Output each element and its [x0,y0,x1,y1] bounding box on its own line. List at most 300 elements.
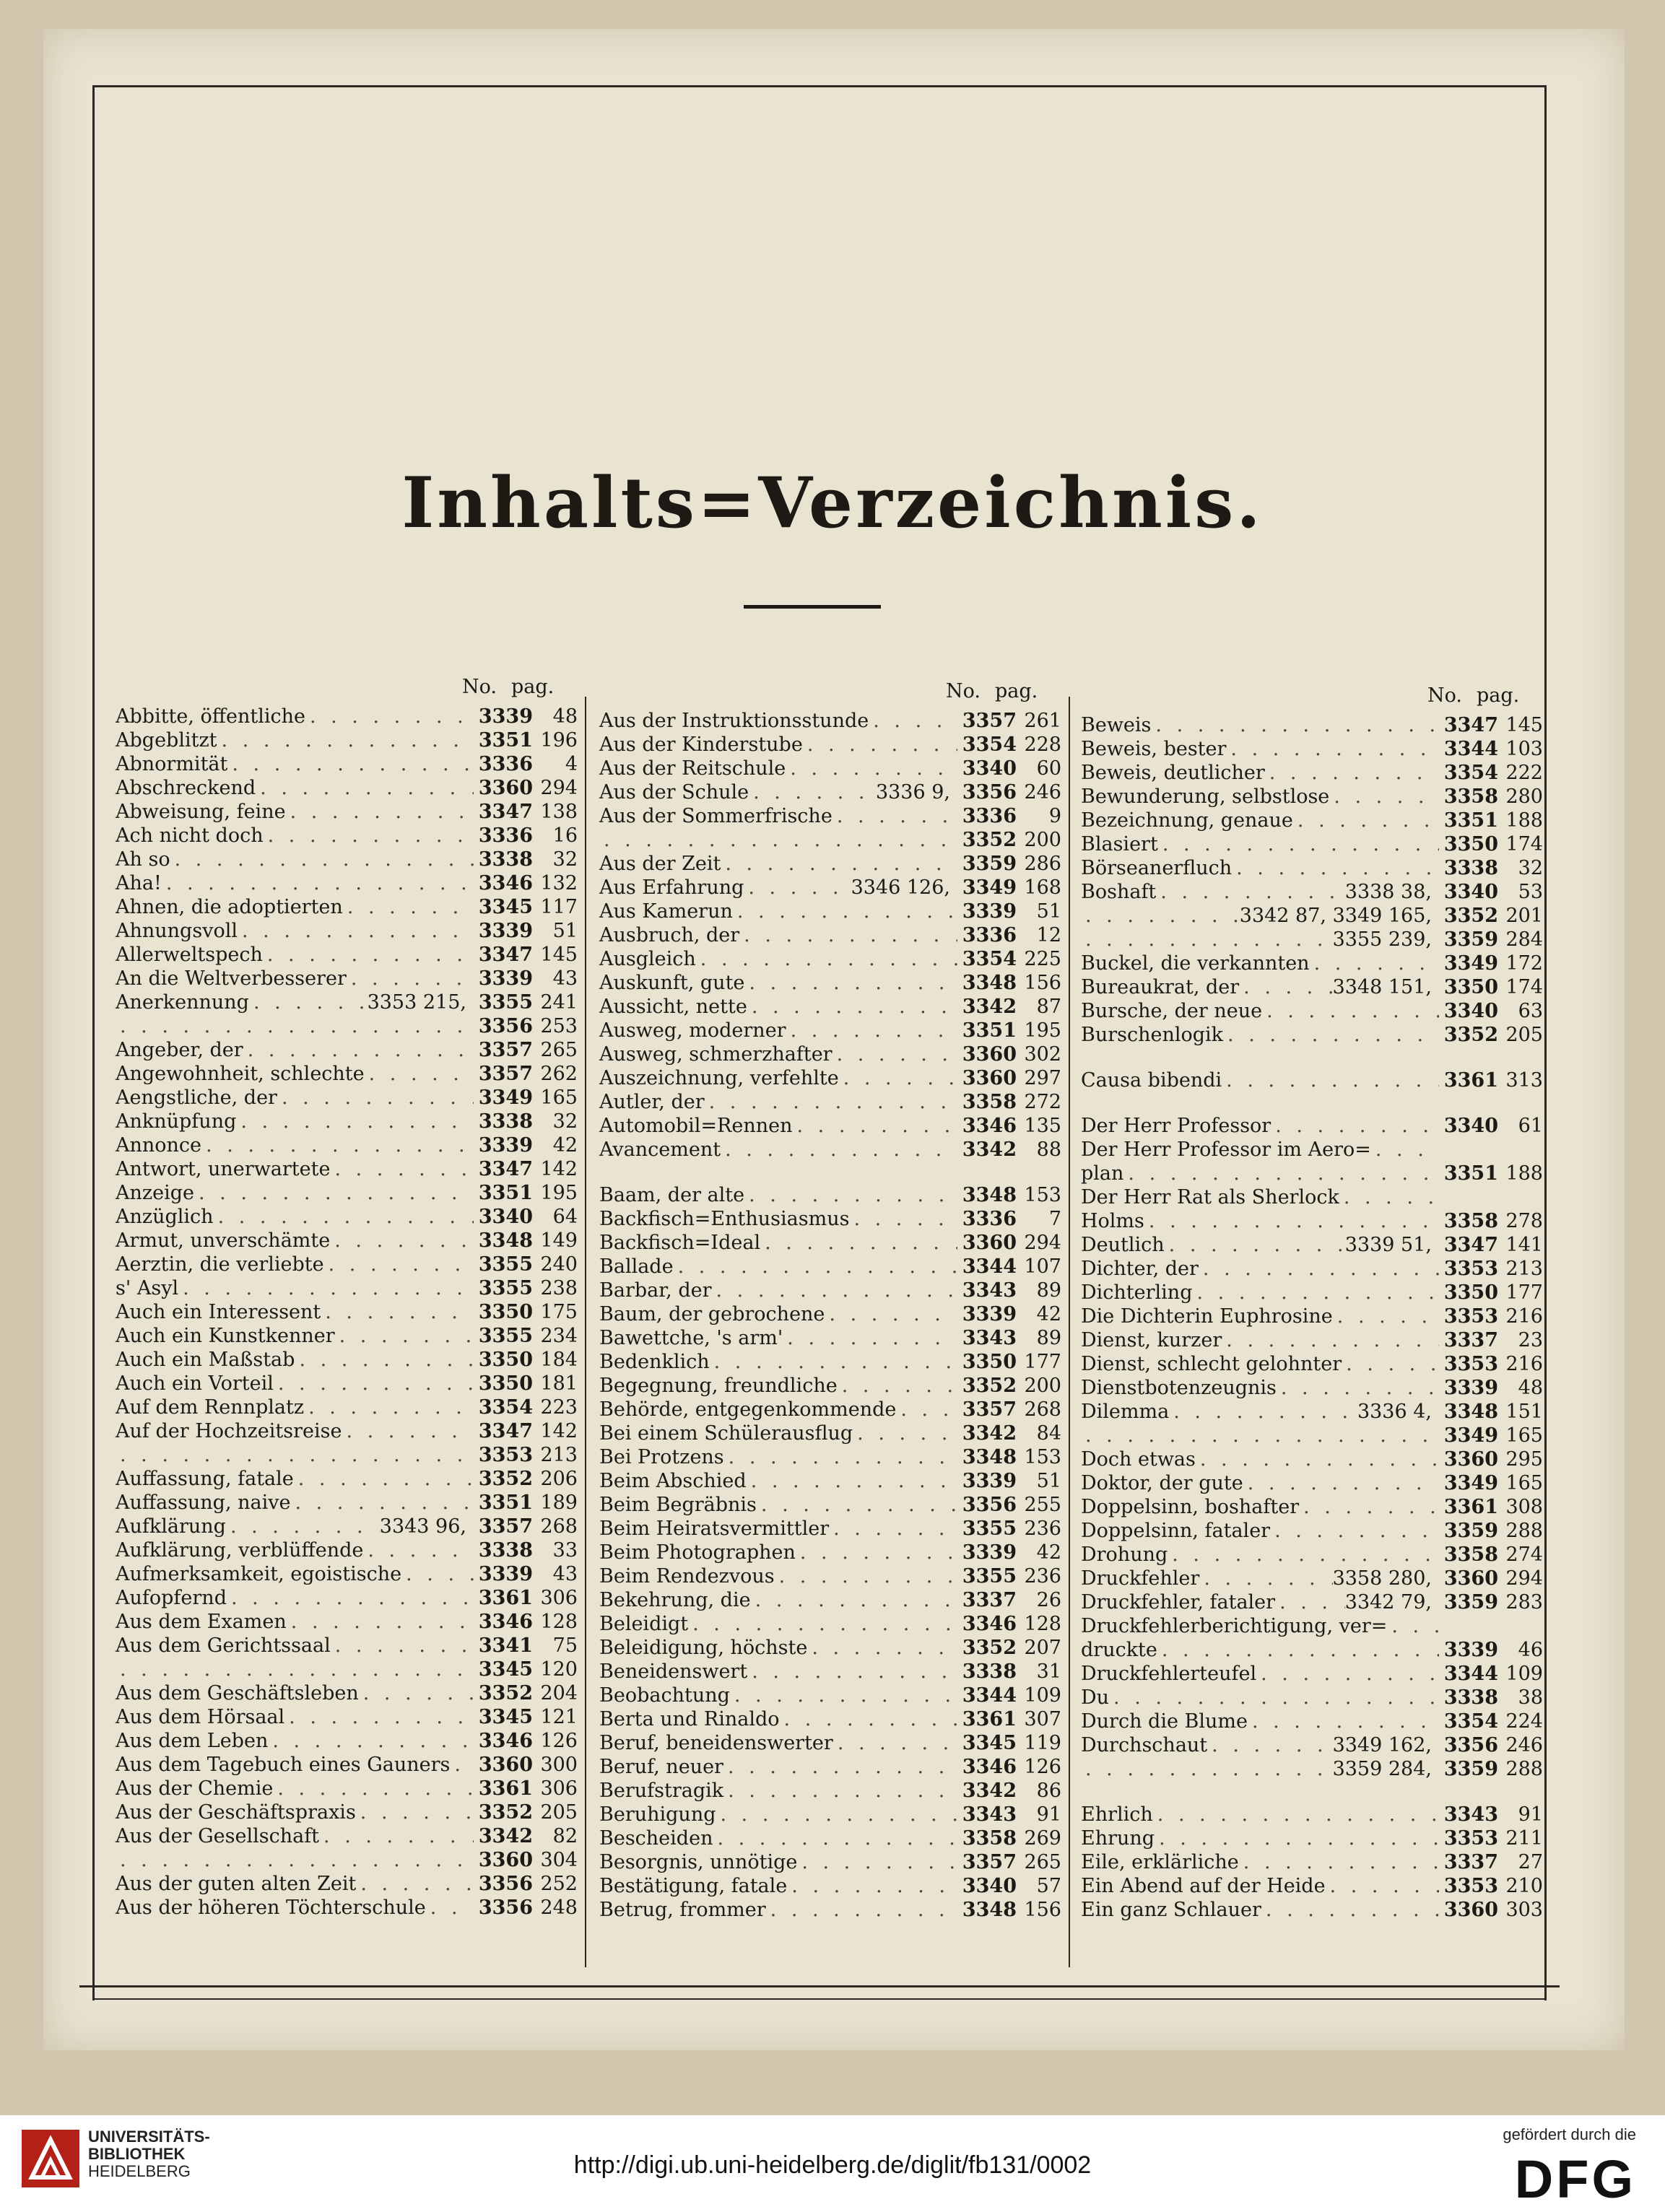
page-number: 283 [1505,1591,1543,1614]
index-entry [599,1207,1061,1231]
column-header [1081,671,1543,713]
issue-number: 3343 [962,1327,1017,1349]
issue-number: 3357 [962,1398,1017,1421]
dot-leader [1081,928,1333,952]
index-entry [116,1753,578,1777]
page-number: 268 [1024,1398,1061,1421]
entry-title: Doppelsinn, fataler [1081,1520,1271,1542]
page-number: 119 [1024,1732,1061,1754]
index-entry [599,1042,1061,1066]
page-number: 188 [1505,809,1543,832]
header-no: No. [462,676,497,698]
page-number: 195 [540,1182,578,1204]
page-number: 117 [540,896,578,918]
entry-title: Auch ein Kunstkenner [116,1325,335,1347]
index-entry [599,1445,1061,1469]
issue-number: 3346 [962,1115,1017,1137]
index-entry [599,1279,1061,1302]
issue-number: 3346 [478,872,533,894]
entry-title: Aus der guten alten Zeit [116,1873,357,1895]
page-number: 207 [1024,1637,1061,1659]
index-entry [116,1634,578,1658]
issue-number: 3339 [962,1541,1017,1564]
dot-leader [1310,952,1439,975]
entry-title: Allerweltspech [116,944,263,966]
dot-leader [194,1181,474,1205]
entry-title: Ein Abend auf der Heide [1081,1875,1326,1897]
entry-title: Aus der Zeit [599,853,721,875]
index-entry [116,1848,578,1872]
issue-number: 3361 [962,1708,1017,1730]
index-entry [1081,1898,1543,1922]
index-entry [1081,1068,1543,1092]
issue-number: 3350 [1443,1281,1498,1304]
page-number: 43 [552,1563,578,1585]
page-number: 89 [1036,1279,1061,1302]
dot-leader [723,1755,957,1779]
page-number: 177 [1505,1281,1543,1304]
page-number: 213 [1505,1258,1543,1280]
issue-number: 3359 [1443,1591,1498,1614]
page-number: 145 [540,944,578,966]
dot-leader [356,1872,474,1896]
entry-title: Angewohnheit, schlechte [116,1063,365,1085]
university-name-line: UNIVERSITÄTS- [88,2128,210,2146]
page-number: 307 [1024,1708,1061,1730]
page-number: 87 [1036,996,1061,1018]
dot-leader [839,1066,957,1090]
dot-leader [775,1564,957,1588]
dot-leader [832,804,957,828]
page-number: 107 [1024,1255,1061,1278]
index-entry [599,780,1061,804]
entry-title: Backfisch=Enthusiasmus [599,1208,850,1230]
issue-number: 3339 [478,920,533,942]
issue-number: 3338 [478,1110,533,1133]
page-number: 280 [1505,785,1543,808]
page-number: 141 [1505,1234,1543,1256]
dot-leader [1158,832,1439,856]
issue-number: 3348 [1443,1401,1498,1423]
entry-title: Aus der Gesellschaft [116,1825,320,1847]
page-number: 142 [540,1158,578,1180]
issue-number: 3361 [478,1777,533,1800]
dot-leader [739,923,957,947]
entry-title: Aus der Geschäftspraxis [116,1801,356,1824]
entry-title: Bei Protzens [599,1446,724,1468]
issue-number: 3353 [1443,1305,1498,1328]
page-number: 86 [1036,1780,1061,1802]
page-number: 252 [540,1873,578,1895]
dot-leader [599,828,957,852]
entry-title: Begegnung, freundliche [599,1375,838,1397]
issue-number: 3356 [962,781,1017,804]
dot-leader [896,1398,957,1421]
entry-title: Deutlich [1081,1234,1165,1256]
index-entry [1081,1662,1543,1686]
index-entry [116,1205,578,1229]
issue-number: 3351 [478,1492,533,1514]
issue-number: 3360 [962,1067,1017,1089]
issue-number: 3355 [478,1325,533,1347]
dot-leader [792,1114,957,1138]
dot-leader [723,1779,957,1803]
page-number: 205 [540,1801,578,1824]
index-entry [116,1419,578,1443]
entry-title: Bei einem Schülerausflug [599,1422,853,1445]
issue-number: 3347 [478,944,533,966]
page-number: 308 [1505,1496,1543,1518]
index-entry [1081,1114,1543,1138]
page-number: 286 [1024,853,1061,875]
index-entry [1081,999,1543,1023]
index-entry [1081,1757,1543,1781]
index-entry [116,1562,578,1586]
index-entry [599,1231,1061,1255]
index-entry [1081,1638,1543,1662]
issue-number: 3356 [1443,1734,1498,1756]
index-entry [116,1681,578,1705]
dot-leader [787,1874,957,1898]
page-number: 88 [1036,1138,1061,1161]
page-number: 184 [540,1349,578,1371]
issue-number: 3340 [962,757,1017,780]
page-number: 265 [540,1039,578,1061]
issue-number: 3342 [962,1422,1017,1445]
entry-title: Der Herr Rat als Sherlock [1081,1186,1339,1209]
issue-number: 3336 [962,924,1017,946]
page-number: 48 [1518,1377,1543,1399]
index-entry [116,1229,578,1253]
index-entry [116,1276,578,1300]
dot-leader [747,1660,957,1684]
page-number: 246 [1024,781,1061,804]
index-entry [1081,1826,1543,1850]
index-entry [599,733,1061,757]
dot-leader [833,1731,957,1755]
index-column-1 [116,671,578,1920]
issue-number: 3350 [962,1351,1017,1373]
index-entry [599,1469,1061,1493]
entry-title: Aengstliche, der [116,1087,277,1109]
issue-number: 3360 [478,1754,533,1776]
dot-leader [832,1042,957,1066]
index-entry [599,1114,1061,1138]
entry-title: Antwort, unerwartete [116,1158,331,1180]
entry-title: Eile, erklärliche [1081,1851,1239,1873]
entry-title: Betrug, frommer [599,1899,766,1921]
index-entry [1081,1185,1543,1209]
page-number: 145 [1505,714,1543,736]
index-entry [1081,1850,1543,1874]
index-entry [599,1660,1061,1684]
page-number: 253 [540,1015,578,1037]
entry-title: Holms [1081,1210,1144,1232]
index-entry [116,1705,578,1729]
entry-title: Auch ein Maßstab [116,1349,295,1371]
issue-number: 3338 [478,1539,533,1562]
dot-leader [1151,713,1439,737]
page-number: 84 [1036,1422,1061,1445]
issue-number: 3358 [1443,1543,1498,1566]
issue-number: 3360 [1443,1448,1498,1471]
issue-number: 3354 [1443,1710,1498,1733]
entry-title: Aus dem Gerichtssaal [116,1634,331,1657]
page-number: 109 [1505,1663,1543,1685]
dot-leader [733,900,957,923]
issue-number: 3352 [1443,1024,1498,1046]
page-number: 151 [1505,1401,1543,1423]
entry-title: Beweis, bester [1081,738,1227,760]
entry-title: Aus der Kinderstube [599,733,803,756]
dot-leader [751,1588,957,1612]
column-divider [585,697,586,1967]
index-entry [599,1326,1061,1350]
entry-title: plan [1081,1162,1124,1185]
entry-extra-reference: 3343 96, [379,1515,466,1538]
issue-number: 3356 [962,1494,1017,1516]
index-entry [599,1731,1061,1755]
dot-leader [1339,1185,1439,1209]
entry-title: Backfisch=Ideal [599,1232,761,1254]
issue-number: 3336 [478,824,533,847]
page-number: 300 [540,1754,578,1776]
issue-number: 3353 [1443,1827,1498,1850]
entry-title: Beweis, deutlicher [1081,762,1265,784]
entry-title: Beim Abschied [599,1470,747,1492]
index-entry [599,804,1061,828]
entry-extra-reference: 3336 4, [1357,1401,1432,1423]
page-number: 213 [540,1444,578,1466]
dot-leader [1144,1209,1439,1233]
page-number: 295 [1505,1448,1543,1471]
page-number: 177 [1024,1351,1061,1373]
page-number: 274 [1505,1543,1543,1566]
dot-leader [849,1207,957,1231]
page-number: 174 [1505,833,1543,855]
dot-leader [347,967,474,990]
page-number: 206 [540,1468,578,1490]
issue-number: 3360 [478,1849,533,1871]
page-number: 132 [540,872,578,894]
entry-title: Bezeichnung, genaue [1081,809,1293,832]
issue-number: 3340 [1443,881,1498,903]
dot-leader [1275,1590,1345,1614]
dot-leader [330,1229,474,1253]
issue-number: 3357 [962,1851,1017,1873]
index-entry [1081,1471,1543,1495]
page-number: 149 [540,1229,578,1252]
index-entry [116,848,578,871]
permalink-url[interactable]: http://digi.ub.uni-heidelberg.de/diglit/fb131/0002 [573,2151,1092,2179]
entry-extra-reference: 3338 38, [1344,881,1432,903]
dot-leader [1156,880,1344,904]
dot-leader [716,1803,958,1826]
index-entry [1081,1543,1543,1567]
page-number: 278 [1505,1210,1543,1232]
dot-leader [1222,1068,1439,1092]
dot-leader [217,728,474,752]
dot-leader [319,1824,474,1848]
dot-leader [1223,1023,1439,1047]
index-entry [1081,1686,1543,1710]
entry-extra-reference: 3349 162, [1332,1734,1432,1756]
dot-leader [757,1493,957,1517]
dot-leader [744,971,957,995]
dot-leader [426,1896,474,1920]
issue-number: 3338 [1443,1686,1498,1709]
dot-leader [170,848,474,871]
issue-number: 3339 [478,1134,533,1157]
issue-number: 3349 [1443,952,1498,975]
dot-leader [268,1729,474,1753]
index-entry [1081,928,1543,952]
issue-number: 3361 [1443,1069,1498,1092]
entry-title: Ah so [116,848,170,871]
index-entry [116,1253,578,1276]
dot-leader [710,1350,957,1374]
index-entry [599,1898,1061,1922]
issue-number: 3346 [962,1756,1017,1778]
dot-leader [227,1586,474,1610]
page-number: 297 [1024,1067,1061,1089]
page-number: 43 [552,967,578,990]
entry-title: Aus Kamerun [599,900,733,923]
page-number: 196 [540,729,578,752]
page-number: 42 [552,1134,578,1157]
entry-title: Behörde, entgegenkommende [599,1398,897,1421]
issue-number: 3339 [478,705,533,728]
dot-leader [744,876,851,900]
issue-number: 3360 [962,1232,1017,1254]
dot-leader [286,800,474,824]
issue-number: 3357 [962,710,1017,732]
issue-number: 3348 [478,1229,533,1252]
page-number: 288 [1505,1520,1543,1542]
issue-number: 3338 [962,1660,1017,1683]
entry-title: Automobil=Rennen [599,1115,793,1137]
index-entry [1081,1162,1543,1185]
index-entry [1081,1519,1543,1543]
entry-title: Ausbruch, der [599,924,740,946]
index-entry [116,871,578,895]
page-number: 261 [1024,710,1061,732]
frame-bottom-rule [79,1985,1560,1987]
issue-number: 3351 [962,1019,1017,1042]
index-entry [116,1110,578,1133]
dfg-logo: DFG [1514,2149,1636,2209]
dot-leader [1081,1424,1439,1447]
issue-number: 3352 [478,1801,533,1824]
index-column-3 [1081,671,1543,1922]
entry-title: Beim Heiratsvermittler [599,1518,830,1540]
dot-leader [1261,1898,1439,1922]
dot-leader [263,943,474,967]
dot-leader [116,1848,474,1872]
page-number: 236 [1024,1518,1061,1540]
dot-leader [797,1850,957,1874]
page-number: 12 [1036,924,1061,946]
page-number: 181 [540,1372,578,1395]
entry-extra-reference: 3339 51, [1344,1234,1432,1256]
entry-title: Bescheiden [599,1827,713,1850]
issue-number: 3344 [962,1684,1017,1707]
index-entry [116,990,578,1014]
index-entry [599,1066,1061,1090]
university-name-line: BIBLIOTHEK [88,2145,186,2163]
index-entry [116,752,578,776]
page-number: 210 [1505,1875,1543,1897]
index-entry [599,1564,1061,1588]
dot-leader [760,1231,957,1255]
dot-leader [359,1681,474,1705]
page-number: 204 [540,1682,578,1704]
issue-number: 3344 [1443,738,1498,760]
page-number: 168 [1024,876,1061,899]
dot-leader [1155,1826,1439,1850]
issue-number: 3348 [962,1184,1017,1206]
dot-leader [1081,1757,1333,1781]
issue-number: 3349 [478,1087,533,1109]
entry-extra-reference: 3346 126, [851,876,950,899]
index-entry [1081,1376,1543,1400]
page-number: 91 [1036,1803,1061,1826]
entry-title: Dichter, der [1081,1258,1199,1280]
dot-leader [1293,809,1439,832]
index-entry [116,728,578,752]
issue-number: 3352 [962,1375,1017,1397]
index-entry [1081,1328,1543,1352]
entry-extra-reference: 3342 87, 3349 165, [1239,905,1432,927]
entry-title: Aerztin, die verliebte [116,1253,324,1276]
page-number: 9 [1048,805,1061,827]
index-entry [1081,904,1543,928]
column-header [116,671,578,705]
index-entry [1081,761,1543,785]
dot-leader [803,733,957,757]
dot-leader [1271,1114,1439,1138]
index-entry [1081,1424,1543,1447]
page-number: 153 [1024,1446,1061,1468]
entry-title: Ein ganz Schlauer [1081,1899,1261,1921]
dot-leader [201,1133,474,1157]
dot-leader [1109,1686,1439,1710]
issue-number: 3348 [962,1899,1017,1921]
dot-leader [343,895,474,919]
dot-leader [1196,1447,1439,1471]
issue-number: 3347 [1443,1234,1498,1256]
entry-title: Aus der Reitschule [599,757,786,780]
dot-leader [287,1610,474,1634]
page-number: 306 [540,1777,578,1800]
index-entry [599,1493,1061,1517]
page-number: 89 [1036,1327,1061,1349]
issue-number: 3350 [1443,833,1498,855]
page-number: 165 [1505,1472,1543,1494]
page-number: 241 [540,991,578,1014]
dot-leader [116,1443,474,1467]
index-entry [599,900,1061,923]
issue-number: 3360 [962,1043,1017,1066]
dot-leader [1123,1162,1439,1185]
entry-title: Ehrung [1081,1827,1155,1850]
issue-number: 3350 [478,1349,533,1371]
index-entry [116,1348,578,1372]
index-entry [599,876,1061,900]
entry-title: Anerkennung [116,991,249,1014]
entry-title: Beobachtung [599,1684,730,1707]
page-number: 306 [540,1587,578,1609]
